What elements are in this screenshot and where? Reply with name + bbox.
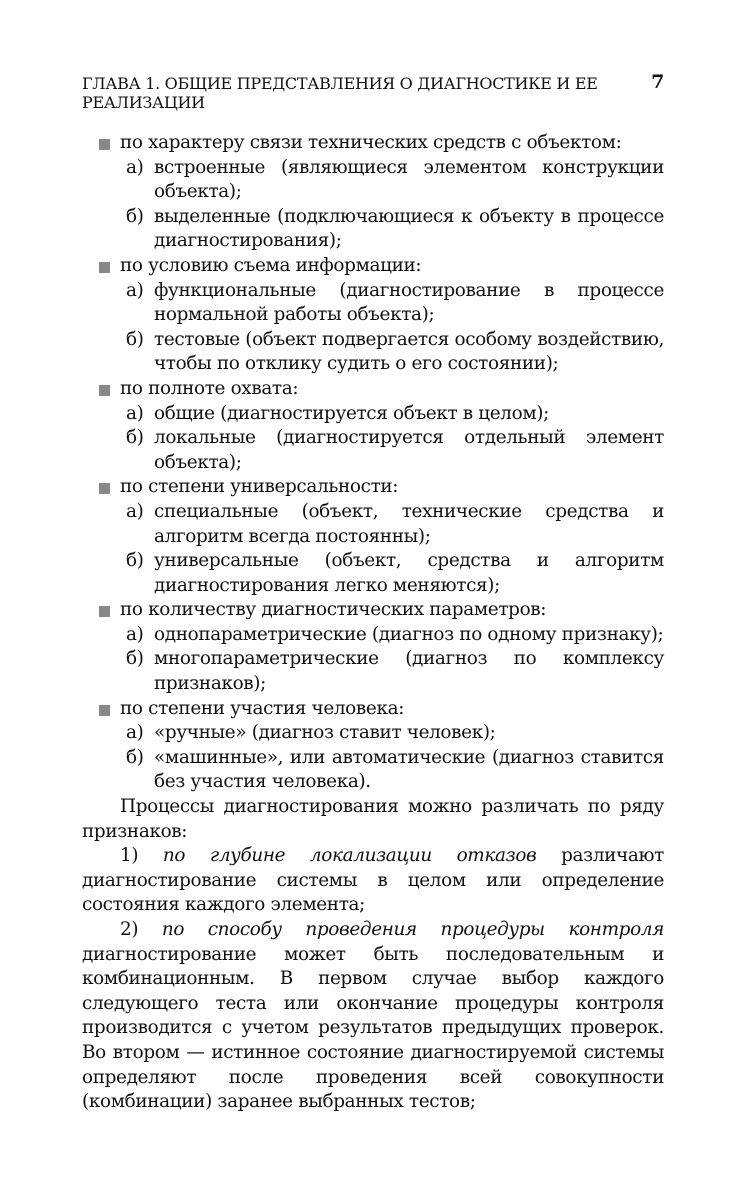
list-group (82, 598, 664, 696)
paragraph-intro: Процессы диагностирования можно различать по ряду признаков: (82, 796, 664, 842)
list-group (82, 131, 664, 254)
square-bullet-icon (99, 606, 110, 617)
paragraph-method: 2) по способу проведения процедуры контроля диагностирование может быть последовательным и комбинационным. В первом случае выбор каждого следующего теста или окончание процедуры контроля производится с учетом результатов предыдущих проверок. Во втором — истинное состояние диагностируемой системы определяют после проведения всей совокупности (комбинации) заранее выбранных тестов; (82, 919, 664, 1113)
square-bullet-icon (99, 139, 110, 150)
list-item (82, 402, 664, 427)
item-text: функциональные (диагностирование в процессе нормальной работы объекта); (154, 279, 664, 326)
square-bullet-icon (99, 262, 110, 273)
square-bullet-icon (99, 385, 110, 396)
item-text: общие (диагностируется объект в целом); (154, 402, 549, 424)
list-group-title: по характеру связи технических средств с объектом: (82, 131, 664, 156)
list-item (82, 279, 664, 328)
list-item (82, 500, 664, 549)
list-item (82, 746, 664, 795)
item-text: «машинные», или автоматические (диагноз ставится без участия человека). (154, 746, 664, 793)
list-item (82, 623, 664, 648)
emphasis: по способу проведения процедуры контроля (161, 919, 664, 940)
list-group-title: по полноте охвата: (82, 377, 664, 402)
item-text: выделенные (подключающиеся к объекту в процессе диагностирования); (154, 205, 664, 252)
item-marker: а) (126, 623, 144, 645)
running-header (82, 71, 664, 112)
list-item (82, 647, 664, 696)
item-marker: б) (126, 205, 144, 227)
list-group (82, 377, 664, 475)
item-marker: б) (126, 746, 144, 768)
list-group (82, 475, 664, 598)
item-marker: б) (126, 550, 144, 572)
item-text: однопараметрические (диагноз по одному признаку); (154, 623, 664, 645)
list-group (82, 697, 664, 795)
list-item (82, 156, 664, 205)
square-bullet-icon (99, 483, 110, 494)
list-item (82, 549, 664, 598)
square-bullet-icon (99, 705, 110, 716)
item-marker: а) (126, 279, 144, 301)
item-text: тестовые (объект подвергается особому воздействию, чтобы по отклику судить о его состоянии); (154, 328, 664, 375)
item-marker: а) (126, 722, 144, 744)
page-body (82, 131, 664, 1115)
list-group-title: по условию съема информации: (82, 254, 664, 279)
item-marker: б) (126, 328, 144, 350)
item-marker: а) (126, 402, 144, 424)
item-marker: б) (126, 427, 144, 449)
chapter-title: ГЛАВА 1. ОБЩИЕ ПРЕДСТАВЛЕНИЯ О ДИАГНОСТИКЕ И ЕЕ РЕАЛИЗАЦИИ (82, 74, 598, 112)
list-item (82, 721, 664, 746)
list-group-title: по степени универсальности: (82, 475, 664, 500)
page-number: 7 (651, 71, 664, 93)
item-text: локальные (диагностируется отдельный элемент объекта); (154, 427, 664, 473)
list-item (82, 205, 664, 254)
list-item (82, 328, 664, 377)
item-marker: б) (126, 648, 144, 670)
item-marker: а) (126, 500, 144, 522)
list-group-title: по количеству диагностических параметров: (82, 598, 664, 623)
item-text: многопараметрические (диагноз по комплексу признаков); (154, 648, 664, 695)
list-group-title: по степени участия человека: (82, 697, 664, 722)
item-text: универсальные (объект, средства и алгоритм диагностирования легко меняются); (154, 550, 664, 596)
list-group (82, 254, 664, 377)
paragraph-depth: 1) по глубине локализации отказов различают диагностирование системы в целом или определение состояния каждого элемента; (82, 845, 664, 916)
emphasis: по глубине локализации отказов (162, 845, 537, 867)
item-text: встроенные (являющиеся элементом конструкции объекта); (154, 156, 664, 203)
item-marker: а) (126, 156, 144, 178)
item-text: «ручные» (диагноз ставит человек); (154, 722, 496, 744)
list-item (82, 426, 664, 475)
item-text: специальные (объект, технические средства и алгоритм всегда постоянны); (154, 500, 664, 547)
